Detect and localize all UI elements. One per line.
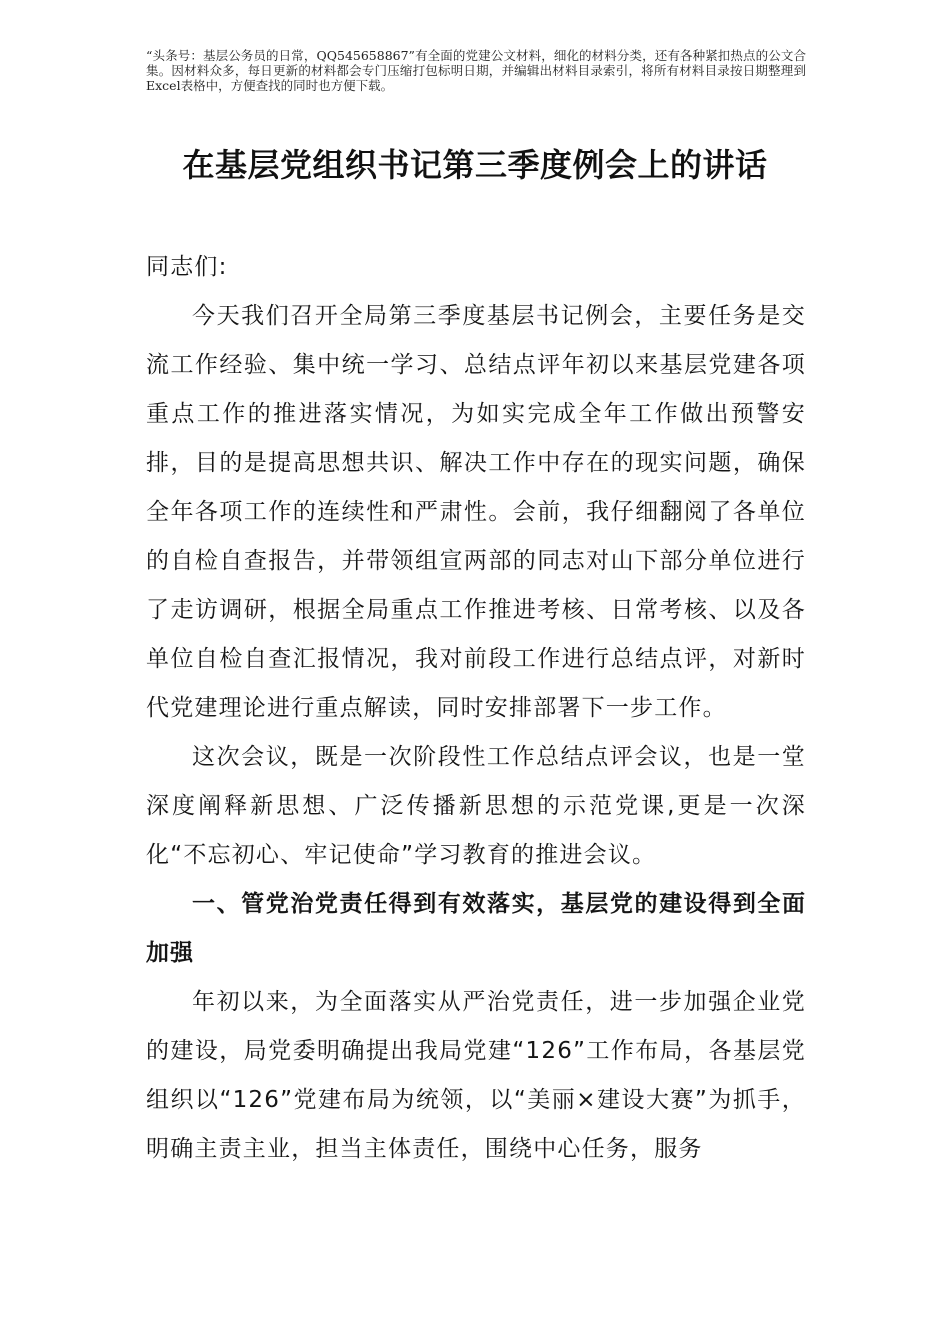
paragraph-intro: 今天我们召开全局第三季度基层书记例会，主要任务是交流工作经验、集中统一学习、总结点评年初以来基层党建各项重点工作的推进落实情况，为如实完成全年工作做出预警安排，目的是提高思想共识、解决工作中存在的现实问题，确保全年各项工作的连续性和严肃性。会前，我仔细翻阅了各单位的自检自查报告，并带领组宣两部的同志对山下部分单位进行了走访调研，根据全局重点工作推进考核、日常考核、以及各单位自检自查汇报情况，我对前段工作进行总结点评，对新时代党建理论进行重点解读，同时安排部署下一步工作。 xyxy=(146,303,806,721)
header-note: “头条号：基层公务员的日常，QQ545658867”有全面的党建公文材料，细化的材料分类，还有各种紧扣热点的公文合集。因材料众多，每日更新的材料都会专门压缩打包标明日期，并编辑出材料目录索引，将所有材料目录按日期整理到Excel表格中，方便查找的同时也方便下载。 xyxy=(146,48,806,93)
document-body xyxy=(146,243,806,1174)
section-paragraph: 年初以来，为全面落实从严治党责任，进一步加强企业党的建设，局党委明确提出我局党建“126”工作布局，各基层党组织以“126”党建布局为统领，以“美丽×建设大赛”为抓手，明确主责主业，担当主体责任，围绕中心任务，服务 xyxy=(146,989,806,1162)
salutation: 同志们: xyxy=(146,254,228,280)
document-title: 在基层党组织书记第三季度例会上的讲话 xyxy=(182,146,768,184)
section-heading: 一、管党治党责任得到有效落实，基层党的建设得到全面加强 xyxy=(146,891,806,966)
paragraph-meeting-nature: 这次会议，既是一次阶段性工作总结点评会议，也是一堂深度阐释新思想、广泛传播新思想的示范党课,更是一次深化“不忘初心、牢记使命”学习教育的推进会议。 xyxy=(146,744,806,868)
